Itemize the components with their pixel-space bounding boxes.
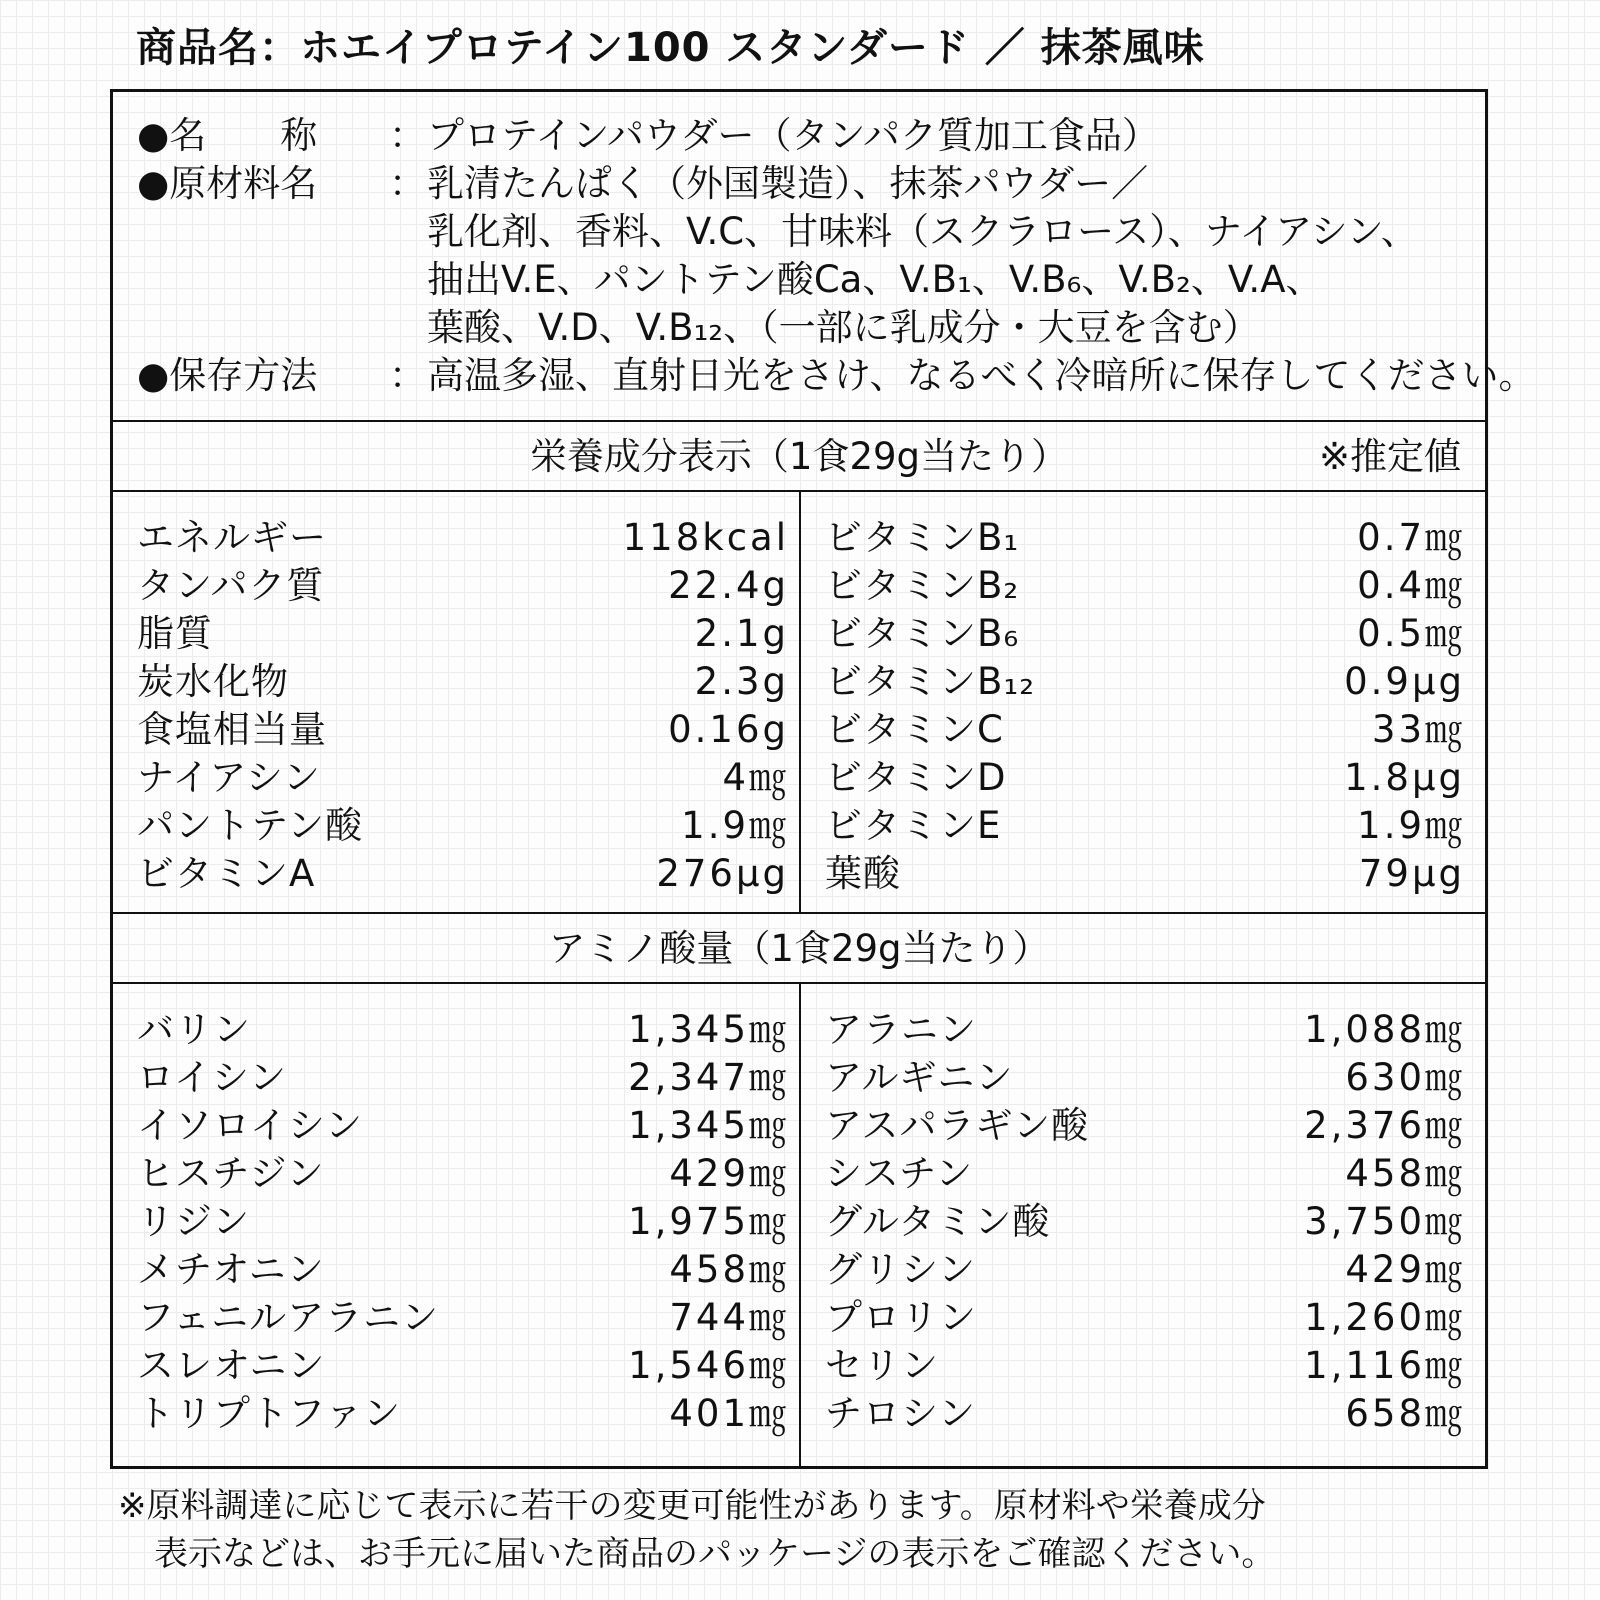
storage-value: 高温多湿、直射日光をさけ、なるべく冷暗所に保存してください。 <box>427 354 1536 397</box>
nutrient-value: 1,345㎎ <box>628 1104 789 1147</box>
nutrient-value: 401㎎ <box>669 1392 789 1435</box>
table-row <box>137 1150 789 1198</box>
nutrient-name: プロリン <box>825 1296 977 1339</box>
table-row <box>137 1390 789 1438</box>
nutrient-value: 458㎎ <box>669 1248 789 1291</box>
amino-table <box>113 984 1485 1466</box>
nutrition-left-column <box>137 514 789 898</box>
nutrient-value: 1.9㎎ <box>681 804 789 847</box>
table-row <box>825 1102 1465 1150</box>
nutrient-value: 1,546㎎ <box>628 1344 789 1387</box>
nutrient-value: 22.4g <box>668 564 789 607</box>
nutrient-name: フェニルアラニン <box>137 1296 440 1339</box>
nutrient-name: ビタミンB₁₂ <box>825 660 1036 703</box>
table-row <box>825 1198 1465 1246</box>
nutrient-name: タンパク質 <box>137 564 325 607</box>
name-value: プロテインパウダー（タンパク質加工食品） <box>427 114 1159 157</box>
nutrient-value: 2.1g <box>694 612 789 655</box>
nutrient-value: 0.7㎎ <box>1357 516 1465 559</box>
nutrient-name: ビタミンB₁ <box>825 516 1020 559</box>
nutrient-name: 脂質 <box>137 612 213 655</box>
ingredients-line: 乳化剤、香料、V.C、甘味料（スクラロース）、ナイアシン、 <box>427 210 1418 253</box>
nutrient-value: 1,345㎎ <box>628 1008 789 1051</box>
nutrient-name: イソロイシン <box>137 1104 363 1147</box>
product-title: 商品名：ホエイプロテイン100 スタンダード ／ 抹茶風味 <box>136 25 1205 71</box>
nutrient-name: ビタミンC <box>825 708 1004 751</box>
disclaimer <box>118 1482 1498 1578</box>
nutrient-value: 1.9㎎ <box>1357 804 1465 847</box>
table-row <box>137 706 789 754</box>
nutrient-name: メチオニン <box>137 1248 325 1291</box>
table-row <box>825 562 1465 610</box>
nutrition-right-column <box>825 514 1465 898</box>
nutrient-name: ロイシン <box>137 1056 287 1099</box>
nutrient-name: 葉酸 <box>825 852 901 895</box>
table-row <box>137 754 789 802</box>
colon: ： <box>389 162 426 205</box>
nutrition-table <box>113 492 1485 914</box>
nutrient-value: 1.8μg <box>1344 756 1465 799</box>
amino-heading: アミノ酸量（1食29g当たり） <box>548 927 1050 970</box>
nutrient-name: ヒスチジン <box>137 1152 325 1195</box>
nutrient-name: リジン <box>137 1200 251 1243</box>
nutrient-name: ナイアシン <box>137 756 321 799</box>
estimate-note: ※推定値 <box>1318 435 1461 478</box>
nutrient-value: 276μg <box>656 852 789 895</box>
nutrient-value: 2,376㎎ <box>1304 1104 1465 1147</box>
table-row <box>137 1006 789 1054</box>
table-row <box>137 1102 789 1150</box>
disclaimer-line: 表示などは、お手元に届いた商品のパッケージの表示をご確認ください。 <box>154 1534 1276 1574</box>
table-row <box>825 754 1465 802</box>
nutrient-name: トリプトファン <box>137 1392 402 1435</box>
nutrient-name: ビタミンB₂ <box>825 564 1020 607</box>
table-row <box>825 1006 1465 1054</box>
nutrient-value: 1,088㎎ <box>1304 1008 1465 1051</box>
disclaimer-line: ※原料調達に応じて表示に若干の変更可能性があります。原材料や栄養成分 <box>118 1486 1266 1526</box>
nutrient-value: 1,260㎎ <box>1304 1296 1465 1339</box>
table-row <box>825 1150 1465 1198</box>
nutrient-name: グルタミン酸 <box>825 1200 1051 1243</box>
table-row <box>825 610 1465 658</box>
table-row <box>825 1054 1465 1102</box>
ingredients-line: 抽出V.E、パントテン酸Ca、V.B₁、V.B₆、V.B₂、V.A、 <box>427 258 1323 301</box>
nutrition-heading-bar <box>113 422 1485 492</box>
label-frame <box>110 89 1536 1469</box>
table-row <box>137 850 789 898</box>
nutrient-name: アラニン <box>825 1008 977 1051</box>
table-row <box>137 610 789 658</box>
nutrient-value: 429㎎ <box>1345 1248 1465 1291</box>
nutrient-value: 79μg <box>1358 852 1465 895</box>
table-row <box>825 850 1465 898</box>
nutrient-name: シスチン <box>825 1152 974 1195</box>
nutrient-value: 0.5㎎ <box>1357 612 1465 655</box>
nutrient-name: チロシン <box>825 1392 977 1435</box>
colon: ： <box>389 354 426 397</box>
amino-left-column <box>137 1006 789 1438</box>
table-row <box>825 658 1465 706</box>
amino-right-column <box>825 1006 1465 1438</box>
storage-label: ●保存方法 <box>137 354 318 397</box>
table-row <box>825 1246 1465 1294</box>
nutrient-value: 1,975㎎ <box>628 1200 789 1243</box>
nutrient-value: 658㎎ <box>1345 1392 1465 1435</box>
nutrient-name: ビタミンE <box>825 804 1002 847</box>
table-row <box>825 1294 1465 1342</box>
table-row <box>137 658 789 706</box>
nutrient-name: ビタミンD <box>825 756 1007 799</box>
table-row <box>825 1342 1465 1390</box>
table-row <box>137 1246 789 1294</box>
table-row <box>137 1054 789 1102</box>
table-row <box>137 1342 789 1390</box>
nutrient-value: 1,116㎎ <box>1304 1344 1465 1387</box>
table-row <box>137 802 789 850</box>
table-row <box>825 514 1465 562</box>
nutrient-value: 429㎎ <box>669 1152 789 1195</box>
nutrition-heading: 栄養成分表示（1食29g当たり） <box>529 435 1069 478</box>
nutrient-name: 食塩相当量 <box>137 708 327 751</box>
table-row <box>137 1294 789 1342</box>
nutrient-value: 0.4㎎ <box>1357 564 1465 607</box>
nutrient-value: 0.16g <box>668 708 789 751</box>
nutrient-value: 630㎎ <box>1345 1056 1465 1099</box>
nutrient-name: アスパラギン酸 <box>825 1104 1090 1147</box>
nutrient-value: 458㎎ <box>1345 1152 1465 1195</box>
table-row <box>137 562 789 610</box>
nutrient-value: 3,750㎎ <box>1304 1200 1465 1243</box>
nutrient-name: パントテン酸 <box>137 804 364 847</box>
table-row <box>137 1198 789 1246</box>
nutrient-value: 0.9μg <box>1344 660 1465 703</box>
product-info-section <box>113 92 1536 422</box>
nutrient-value: 2.3g <box>694 660 789 703</box>
nutrient-name: ビタミンB₆ <box>825 612 1020 655</box>
ingredients-label: ●原材料名 <box>137 162 318 205</box>
nutrient-name: ビタミンA <box>137 852 316 895</box>
nutrient-value: 33㎎ <box>1371 708 1465 751</box>
nutrient-name: セリン <box>825 1344 939 1387</box>
column-divider <box>799 492 801 912</box>
ingredients-line: 乳清たんぱく（外国製造）、抹茶パウダー／ <box>427 162 1149 205</box>
nutrient-name: エネルギー <box>137 516 327 559</box>
table-row <box>825 802 1465 850</box>
name-label: ●名 称 <box>137 114 318 157</box>
nutrient-name: アルギニン <box>825 1056 1014 1099</box>
nutrient-value: 744㎎ <box>669 1296 789 1339</box>
nutrient-value: 2,347㎎ <box>628 1056 789 1099</box>
nutrient-value: 118kcal <box>622 516 789 559</box>
column-divider <box>799 984 801 1466</box>
nutrient-name: 炭水化物 <box>137 660 289 703</box>
ingredients-line: 葉酸、V.D、V.B₁₂、（一部に乳成分・大豆を含む） <box>427 306 1260 349</box>
table-row <box>825 1390 1465 1438</box>
colon: ： <box>389 114 426 157</box>
amino-heading-bar <box>113 914 1485 984</box>
nutrient-value: 4㎎ <box>722 756 789 799</box>
nutrient-name: バリン <box>137 1008 251 1051</box>
nutrient-name: スレオニン <box>137 1344 326 1387</box>
table-row <box>137 514 789 562</box>
table-row <box>825 706 1465 754</box>
nutrient-name: グリシン <box>825 1248 977 1291</box>
